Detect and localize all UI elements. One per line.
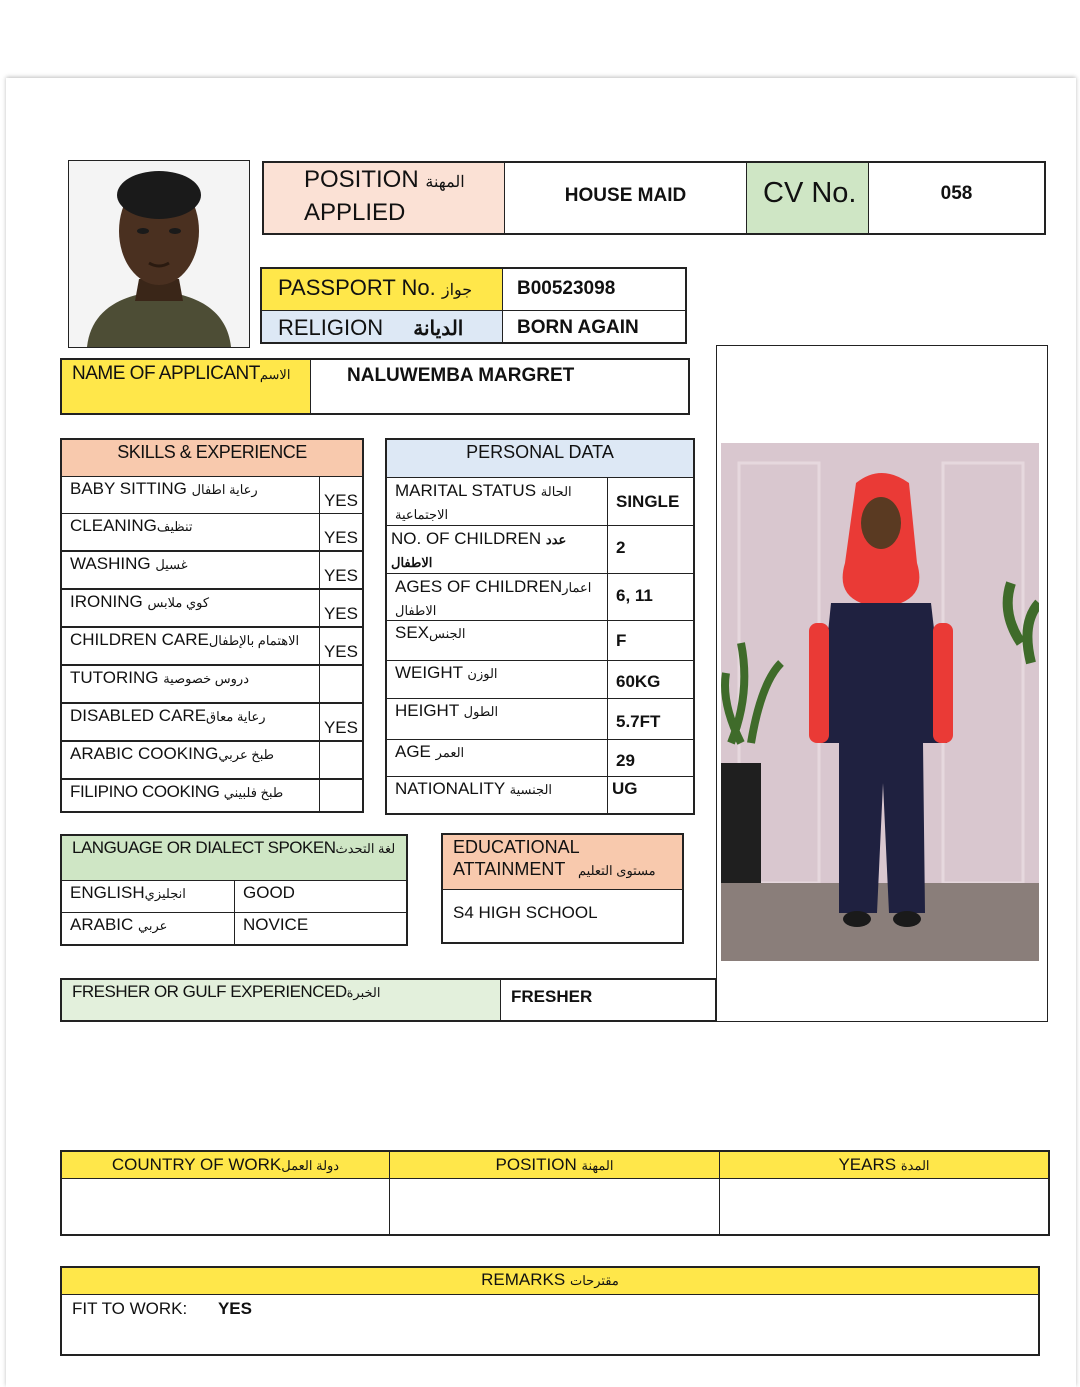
skill-value-text: YES <box>323 566 358 585</box>
remarks-body <box>60 1294 1040 1356</box>
education-title-text2: ATTAINMENT <box>453 859 565 879</box>
skill-label: CLEANING <box>70 516 157 535</box>
personal-value: 29 <box>607 739 695 777</box>
skill-row-disabled-care <box>62 703 320 741</box>
skill-value-text: YES <box>323 718 358 737</box>
personal-label-ar: عدد الاطفال <box>391 532 567 570</box>
personal-data-title: PERSONAL DATA <box>385 438 695 478</box>
skill-value <box>319 589 364 627</box>
skill-value-text: YES <box>323 528 358 547</box>
skill-label-ar: رعاية معاق <box>206 709 266 724</box>
language-title <box>60 834 408 881</box>
skill-value <box>319 779 364 811</box>
skill-value <box>319 627 364 665</box>
work-header-position <box>389 1150 720 1179</box>
skill-value <box>319 551 364 589</box>
language-label: ENGLISH <box>70 883 145 902</box>
work-header-ar: دولة العمل <box>281 1158 340 1173</box>
language-label-ar: انجليزي <box>144 886 186 901</box>
skill-label-ar: تنظيف <box>156 519 193 534</box>
skill-row-washing <box>62 551 320 589</box>
personal-row-ages-of-children <box>387 573 608 621</box>
experience-label-text: FRESHER OR GULF EXPERIENCED <box>72 982 347 1001</box>
skill-label-ar: طبخ عربي <box>218 747 274 762</box>
work-header-years <box>719 1150 1050 1179</box>
skill-row-arabic-cooking <box>62 741 320 779</box>
language-value-english: GOOD <box>234 880 408 913</box>
personal-label-ar: الحالة الاجتماعية <box>395 484 572 522</box>
personal-row-height <box>387 698 608 740</box>
position-label-applied: APPLIED <box>304 199 406 226</box>
education-title-ar: مستوى التعليم <box>578 863 656 878</box>
passport-label <box>260 267 503 311</box>
experience-label <box>60 978 501 1022</box>
portrait-photo <box>69 161 249 347</box>
personal-value: UG <box>607 776 695 813</box>
personal-label: HEIGHT <box>395 701 459 720</box>
cv-number-value: 058 <box>868 161 1046 235</box>
language-label: ARABIC <box>70 915 134 934</box>
language-row-arabic <box>60 912 235 946</box>
work-header-country <box>60 1150 390 1179</box>
skill-value <box>319 513 364 551</box>
cv-number-label: CV No. <box>746 161 869 235</box>
personal-data-list <box>385 477 695 815</box>
personal-label-ar: العمر <box>435 745 465 760</box>
work-cell-country <box>60 1178 390 1236</box>
passport-label-text: PASSPORT No. <box>278 275 436 300</box>
personal-label-ar: اعمار الاطفال <box>395 580 592 618</box>
skill-value-text: YES <box>323 642 358 661</box>
skill-value-text: YES <box>323 491 358 510</box>
skill-row-baby-sitting <box>62 476 320 514</box>
work-header-ar: المهنة <box>581 1158 614 1173</box>
skill-label: WASHING <box>70 554 151 573</box>
skill-label: FILIPINO COOKING <box>70 782 220 801</box>
applicant-name-label <box>60 358 311 415</box>
education-value: S4 HIGH SCHOOL <box>441 889 684 944</box>
education-title <box>441 833 684 890</box>
skill-label-ar: غسيل <box>155 557 188 572</box>
personal-label: MARITAL STATUS <box>395 481 537 500</box>
applicant-name-value: NALUWEMBA MARGRET <box>310 358 690 415</box>
personal-value: F <box>607 620 695 661</box>
personal-value: 6, 11 <box>607 573 695 621</box>
language-row-english <box>60 880 235 913</box>
skill-label: TUTORING <box>70 668 159 687</box>
position-label: POSITION <box>304 166 419 193</box>
religion-value: BORN AGAIN <box>502 310 687 344</box>
work-cell-years <box>719 1178 1050 1236</box>
personal-value: 2 <box>607 525 695 574</box>
personal-label-ar: الجنسية <box>509 782 553 797</box>
personal-row-weight <box>387 660 608 699</box>
personal-row-nationality <box>387 776 608 813</box>
experience-value: FRESHER <box>500 978 717 1022</box>
passport-label-ar: جواز <box>441 282 473 299</box>
personal-value: 5.7FT <box>607 698 695 740</box>
work-cell-position <box>389 1178 720 1236</box>
personal-row-age <box>387 739 608 777</box>
skill-row-cleaning <box>62 513 320 551</box>
skill-row-filipino-cooking <box>62 779 320 811</box>
applicant-label-ar: الاسم <box>259 367 291 382</box>
work-header-label: COUNTRY OF WORK <box>111 1155 282 1174</box>
fit-to-work-value: YES <box>217 1299 252 1318</box>
personal-label: SEX <box>395 623 430 642</box>
language-value-arabic: NOVICE <box>234 912 408 946</box>
personal-label: NO. OF CHILDREN <box>391 529 542 548</box>
position-applied-label <box>262 161 505 235</box>
personal-value: 60KG <box>607 660 695 699</box>
portrait-photo-frame <box>68 160 250 348</box>
full-body-photo-image <box>721 443 1039 961</box>
work-header-ar: المدة <box>900 1158 930 1173</box>
personal-row-no-of-children <box>387 525 608 574</box>
personal-value: SINGLE <box>607 477 695 526</box>
personal-label: WEIGHT <box>395 663 463 682</box>
remarks-title-text: REMARKS <box>481 1270 566 1289</box>
skill-label: DISABLED CARE <box>70 706 207 725</box>
applicant-label-text: NAME OF APPLICANT <box>72 363 260 384</box>
position-label-ar: المهنة <box>425 174 465 191</box>
skill-label-ar: كوي ملابس <box>147 595 210 610</box>
skill-row-children-care <box>62 627 320 665</box>
skill-row-ironing <box>62 589 320 627</box>
remarks-title-ar: مقترحات <box>569 1273 619 1288</box>
full-body-photo <box>721 443 1039 961</box>
remarks-title <box>60 1266 1040 1295</box>
skill-value <box>319 703 364 741</box>
skill-value <box>319 476 364 514</box>
personal-label: NATIONALITY <box>395 779 505 798</box>
religion-label-text: RELIGION <box>278 315 384 340</box>
personal-label-ar: الوزن <box>467 666 498 681</box>
personal-label-ar: الطول <box>463 704 499 719</box>
skill-value <box>319 741 364 779</box>
language-title-ar: لغة التحدث <box>335 841 396 856</box>
language-title-text: LANGUAGE OR DIALECT SPOKEN <box>72 838 336 857</box>
education-title-text: EDUCATIONAL <box>453 837 580 857</box>
personal-label: AGE <box>395 742 431 761</box>
work-header-label: POSITION <box>495 1155 577 1174</box>
experience-label-ar: الخبرة <box>346 985 381 1000</box>
skill-label: IRONING <box>70 592 143 611</box>
skill-label: BABY SITTING <box>70 479 187 498</box>
personal-row-sex <box>387 620 608 661</box>
skills-title: SKILLS & EXPERIENCE <box>60 438 364 477</box>
skill-label-ar: طبخ فلبيني <box>223 785 284 800</box>
personal-label: AGES OF CHILDREN <box>395 577 563 596</box>
skill-value-text: YES <box>323 604 358 623</box>
work-header-label: YEARS <box>838 1155 897 1174</box>
religion-label-ar: الديانة <box>413 318 464 340</box>
language-label-ar: عربي <box>138 918 168 933</box>
skills-list <box>60 476 364 813</box>
personal-label-ar: الجنس <box>429 626 466 641</box>
skill-label-ar: رعاية اطفال <box>191 482 258 497</box>
personal-row-marital-status <box>387 477 608 526</box>
skill-label: CHILDREN CARE <box>70 630 209 649</box>
skill-row-tutoring <box>62 665 320 703</box>
passport-value: B00523098 <box>502 267 687 311</box>
skill-value <box>319 665 364 703</box>
skill-label-ar: دروس خصوصية <box>163 671 249 686</box>
fit-to-work-label: FIT TO WORK: <box>72 1299 188 1318</box>
religion-label <box>260 310 503 344</box>
position-value: HOUSE MAID <box>504 161 747 235</box>
top-margin <box>0 0 1080 78</box>
skill-label: ARABIC COOKING <box>70 744 219 763</box>
skill-label-ar: الاهتمام بالإطفال <box>208 633 300 648</box>
